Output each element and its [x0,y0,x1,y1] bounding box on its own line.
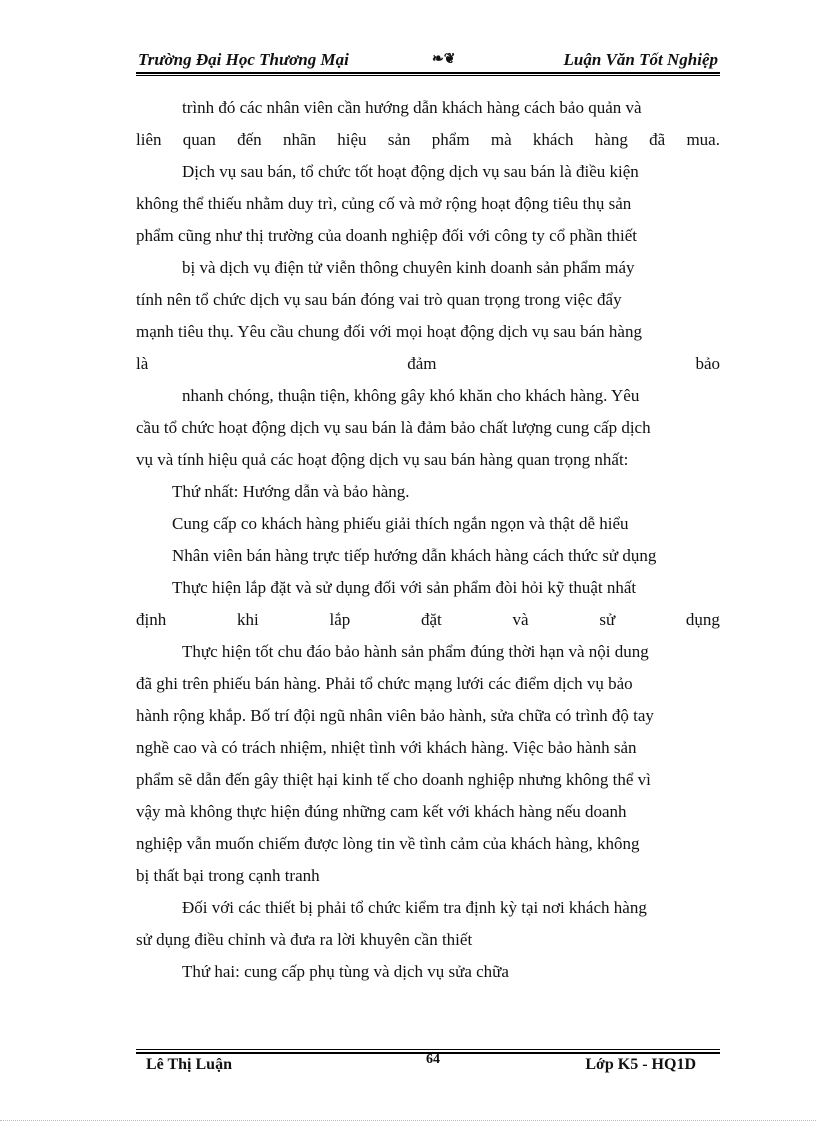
body-line: bị thất bại trong cạnh tranh [136,866,320,885]
body-line: sử dụng điều chỉnh và đưa ra lời khuyên cần thiết [136,930,473,949]
word: và [512,610,529,629]
body-line: trình đó các nhân viên cần hướng dẫn khách hàng cách bảo quản và [182,98,642,117]
body-line: Thực hiện lắp đặt và sử dụng đối với sản phẩm đòi hỏi kỹ thuật nhất [172,578,637,597]
body-line: Thực hiện tốt chu đáo bảo hành sản phẩm đúng thời hạn và nội dung [182,642,649,661]
word: đảm [407,354,437,373]
body-line: phẩm cũng như thị trường của doanh nghiệp đối với công ty cổ phần thiết [136,226,637,245]
word: quan [182,130,216,149]
footer-class: Lớp K5 - HQ1D [585,1056,696,1073]
body-line: nhanh chóng, thuận tiện, không gây khó khăn cho khách hàng. Yêu [182,386,640,405]
word: đặt [421,610,442,629]
body-line: phẩm sẽ dẫn đến gây thiệt hại kinh tế cho doanh nghiệp nhưng không thể vì [136,770,651,789]
page-number: 64 [426,1052,440,1067]
word: lắp [329,610,351,629]
word: đến [237,130,262,149]
word: khách [532,130,574,149]
body-line: vậy mà không thực hiện đúng những cam kết với khách hàng nếu doanh [136,802,627,821]
word: hiệu [337,130,367,149]
header-rule [136,72,720,74]
body-line [136,604,720,636]
word: sản [387,130,411,149]
header-rule-thin [136,75,720,76]
body-line: đã ghi trên phiếu bán hàng. Phải tổ chức mạng lưới các điểm dịch vụ bảo [136,674,633,693]
body-line: không thể thiếu nhằm duy trì, củng cố và mở rộng hoạt động tiêu thụ sản [136,194,632,213]
word: đã [649,130,666,149]
word: mua. [686,130,720,149]
body-line [136,348,720,380]
body-line: mạnh tiêu thụ. Yêu cầu chung đối với mọi hoạt động dịch vụ sau bán hàng [136,322,642,341]
body-line: Nhân viên bán hàng trực tiếp hướng dẫn khách hàng cách thức sử dụng [172,546,657,565]
body-line: Cung cấp co khách hàng phiếu giải thích ngắn ngọn và thật dễ hiểu [172,514,629,533]
body-line: Thứ nhất: Hướng dẫn và bảo hàng. [172,482,410,501]
word: phẩm [431,130,470,149]
body-line: nghề cao và có trách nhiệm, nhiệt tình với khách hàng. Việc bảo hành sản [136,738,637,757]
body-line: Đối với các thiết bị phải tổ chức kiểm tra định kỳ tại nơi khách hàng [182,898,647,917]
word: hàng [594,130,628,149]
body-line: nghiệp vẫn muốn chiếm được lòng tin về tình cảm của khách hàng, không [136,834,640,853]
word: liên [136,130,162,149]
body-line: vụ và tính hiệu quả các hoạt động dịch vụ sau bán hàng quan trọng nhất: [136,450,629,469]
body-line [136,124,720,156]
word: mà [490,130,512,149]
footer-rule-thin [136,1049,720,1050]
word: nhãn [282,130,316,149]
body-line: cầu tổ chức hoạt động dịch vụ sau bán là đảm bảo chất lượng cung cấp dịch [136,418,651,437]
page-footer [136,1054,720,1078]
header-thesis-title: Luận Văn Tốt Nghiệp [563,50,718,69]
page-header [136,48,720,72]
header-ornament: ❧❦ [432,52,456,67]
word: sử [599,610,616,629]
word: khi [236,610,259,629]
header-school: Trường Đại Học Thương Mại [138,50,349,69]
word: định [136,610,167,629]
body-line: Thứ hai: cung cấp phụ tùng và dịch vụ sửa chữa [182,962,509,981]
footer-author: Lê Thị Luận [146,1056,232,1073]
body-line: hành rộng khắp. Bố trí đội ngũ nhân viên bảo hành, sửa chữa có trình độ tay [136,706,654,725]
body-line: bị và dịch vụ điện tử viễn thông chuyên kinh doanh sản phẩm máy [182,258,635,277]
word: bảo [695,354,720,373]
page-bottom-border [0,1120,816,1121]
word: dụng [685,610,720,629]
body-line: tính nên tổ chức dịch vụ sau bán đóng vai trò quan trọng trong việc đẩy [136,290,622,309]
body-line: Dịch vụ sau bán, tổ chức tốt hoạt động dịch vụ sau bán là điều kiện [182,162,639,181]
word: là [136,354,149,373]
